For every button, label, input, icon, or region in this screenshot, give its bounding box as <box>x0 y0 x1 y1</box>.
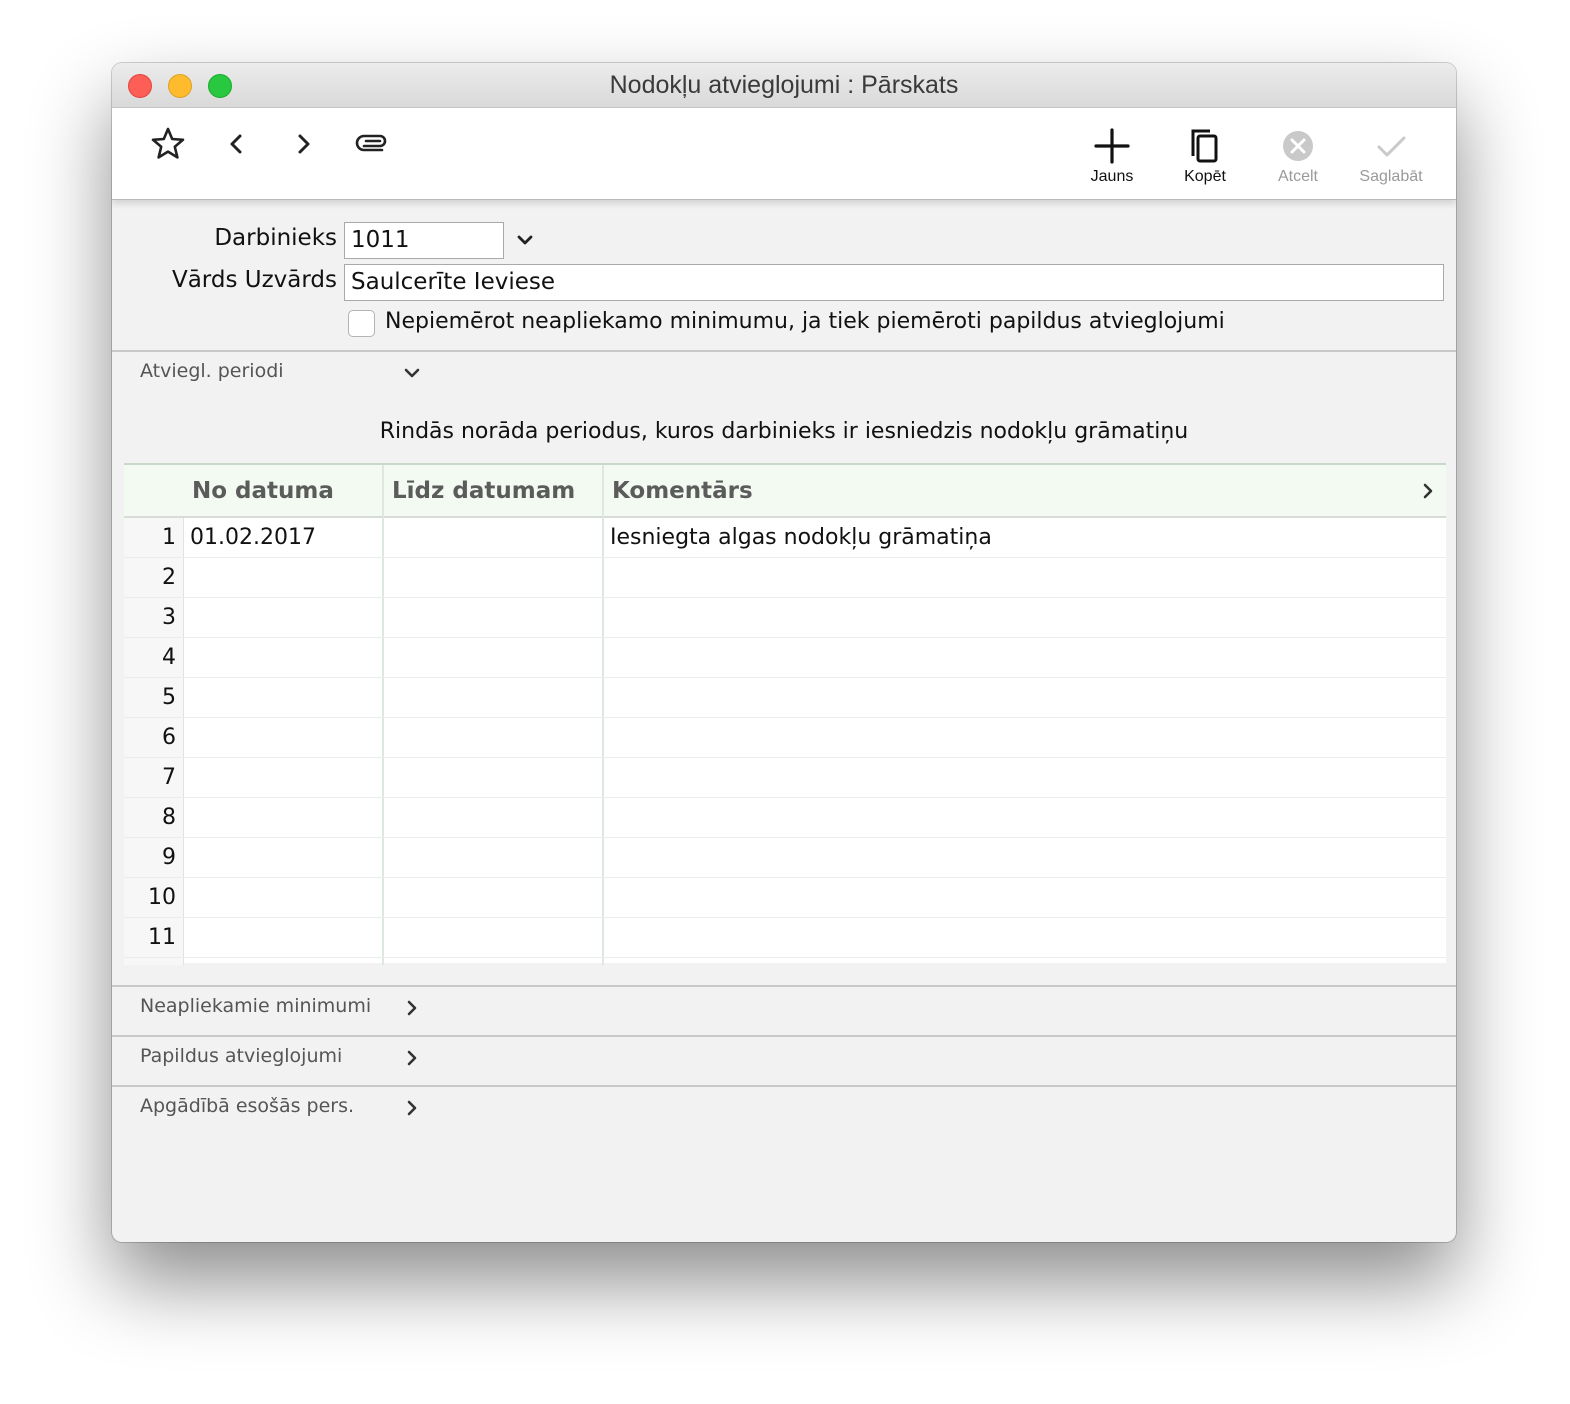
checkmark-icon <box>1371 126 1411 166</box>
cancel-button[interactable] <box>1258 126 1338 186</box>
cancel-circle-icon <box>1278 126 1318 166</box>
table-row[interactable] <box>124 758 1446 798</box>
cell-from-date[interactable] <box>184 798 382 838</box>
section-minimums-header[interactable]: Neapliekamie minimumi <box>140 995 372 1017</box>
row-number: 11 <box>148 925 176 950</box>
cell-to-date[interactable] <box>384 678 602 718</box>
employee-dropdown-button[interactable] <box>508 223 542 257</box>
row-number: 1 <box>162 525 176 550</box>
cell-to-date[interactable] <box>384 598 602 638</box>
table-row[interactable] <box>124 878 1446 918</box>
separator <box>112 350 1456 352</box>
cell-comment[interactable] <box>604 798 1444 838</box>
app-window <box>112 63 1456 1242</box>
cell-to-date[interactable] <box>384 878 602 918</box>
copy-button[interactable] <box>1165 126 1245 186</box>
title-bar <box>112 63 1456 108</box>
cell-to-date[interactable] <box>384 918 602 958</box>
save-button[interactable] <box>1351 126 1431 186</box>
separator <box>112 1085 1456 1087</box>
copy-button-label: Kopēt <box>1184 168 1226 185</box>
cell-comment[interactable] <box>604 678 1444 718</box>
table-row[interactable] <box>124 598 1446 638</box>
table-row[interactable] <box>124 678 1446 718</box>
cell-comment[interactable] <box>604 838 1444 878</box>
row-number: 4 <box>162 645 176 670</box>
window-title: Nodokļu atvieglojumi : Pārskats <box>609 71 959 99</box>
cell-from-date[interactable] <box>184 598 382 638</box>
section-dependents-header[interactable]: Apgādībā esošās pers. <box>140 1095 355 1117</box>
cell-comment[interactable]: Iesniegta algas nodokļu grāmatiņa <box>610 525 992 550</box>
cancel-button-label: Atcelt <box>1277 168 1318 185</box>
separator <box>112 985 1456 987</box>
section-periods-header[interactable]: Atviegl. periodi <box>140 360 284 382</box>
column-header-to[interactable]: Līdz datumam <box>392 478 576 504</box>
row-number: 5 <box>162 685 176 710</box>
cell-comment[interactable] <box>604 558 1444 598</box>
cell-to-date[interactable] <box>384 638 602 678</box>
cell-from-date[interactable] <box>184 558 382 598</box>
save-button-label: Saglabāt <box>1359 168 1423 185</box>
name-label: Vārds Uzvārds <box>171 267 337 293</box>
chevron-down-icon <box>508 223 542 257</box>
table-row[interactable] <box>124 718 1446 758</box>
table-row[interactable] <box>124 638 1446 678</box>
cell-to-date[interactable] <box>384 558 602 598</box>
cell-from-date[interactable] <box>184 638 382 678</box>
cell-from-date[interactable] <box>184 838 382 878</box>
chevron-down-icon[interactable] <box>398 359 426 387</box>
cell-from-date[interactable] <box>184 758 382 798</box>
row-number: 8 <box>162 805 176 830</box>
cell-comment[interactable] <box>604 718 1444 758</box>
row-number: 3 <box>162 605 176 630</box>
cell-comment[interactable] <box>604 918 1444 958</box>
table-row[interactable] <box>124 798 1446 838</box>
cell-to-date[interactable] <box>384 718 602 758</box>
cell-to-date[interactable] <box>384 758 602 798</box>
row-number: 10 <box>148 885 176 910</box>
copy-icon <box>1185 126 1225 166</box>
cell-to-date[interactable] <box>384 518 602 558</box>
table-row[interactable] <box>124 838 1446 878</box>
column-header-from[interactable]: No datuma <box>192 478 334 504</box>
row-number: 9 <box>162 845 176 870</box>
exclude-minimum-checkbox[interactable] <box>348 310 375 337</box>
employee-label: Darbinieks <box>214 225 337 251</box>
cell-comment[interactable] <box>604 598 1444 638</box>
cell-from-date[interactable]: 01.02.2017 <box>190 525 316 550</box>
cell-to-date[interactable] <box>384 798 602 838</box>
row-number: 7 <box>162 765 176 790</box>
chevron-right-icon[interactable] <box>398 994 426 1022</box>
cell-from-date[interactable] <box>184 678 382 718</box>
plus-icon <box>1092 126 1132 166</box>
new-button-label: Jauns <box>1090 168 1134 185</box>
cell-to-date[interactable] <box>384 838 602 878</box>
toolbar <box>112 108 1456 200</box>
next-chevron-icon[interactable] <box>284 124 324 164</box>
cell-comment[interactable] <box>604 878 1444 918</box>
chevron-right-icon[interactable] <box>398 1044 426 1072</box>
name-field[interactable]: Saulcerīte Ieviese <box>344 264 1444 301</box>
favorite-star-icon[interactable] <box>148 124 188 164</box>
separator <box>112 1035 1456 1037</box>
exclude-minimum-label: Nepiemērot neapliekamo minimumu, ja tiek piemēroti papildus atvieglojumi <box>385 309 1225 334</box>
attachment-icon[interactable] <box>352 124 392 164</box>
cell-from-date[interactable] <box>184 918 382 958</box>
chevron-right-icon[interactable] <box>1416 479 1440 503</box>
employee-field[interactable]: 1011 <box>344 222 504 259</box>
previous-chevron-icon[interactable] <box>216 124 256 164</box>
chevron-right-icon[interactable] <box>398 1094 426 1122</box>
table-row[interactable] <box>124 918 1446 958</box>
periods-table <box>124 463 1446 963</box>
cell-from-date[interactable] <box>184 718 382 758</box>
cell-comment[interactable] <box>604 638 1444 678</box>
section-additional-reliefs-header[interactable]: Papildus atvieglojumi <box>140 1045 343 1067</box>
table-row[interactable] <box>124 518 1446 558</box>
row-number: 6 <box>162 725 176 750</box>
table-row[interactable] <box>124 558 1446 598</box>
cell-from-date[interactable] <box>184 878 382 918</box>
row-number: 2 <box>162 565 176 590</box>
table-header <box>124 465 1446 518</box>
new-button[interactable] <box>1072 126 1152 186</box>
periods-hint: Rindās norāda periodus, kuros darbinieks ir iesniedzis nodokļu grāmatiņu <box>379 419 1189 444</box>
column-header-comment[interactable]: Komentārs <box>612 478 753 504</box>
cell-comment[interactable] <box>604 758 1444 798</box>
